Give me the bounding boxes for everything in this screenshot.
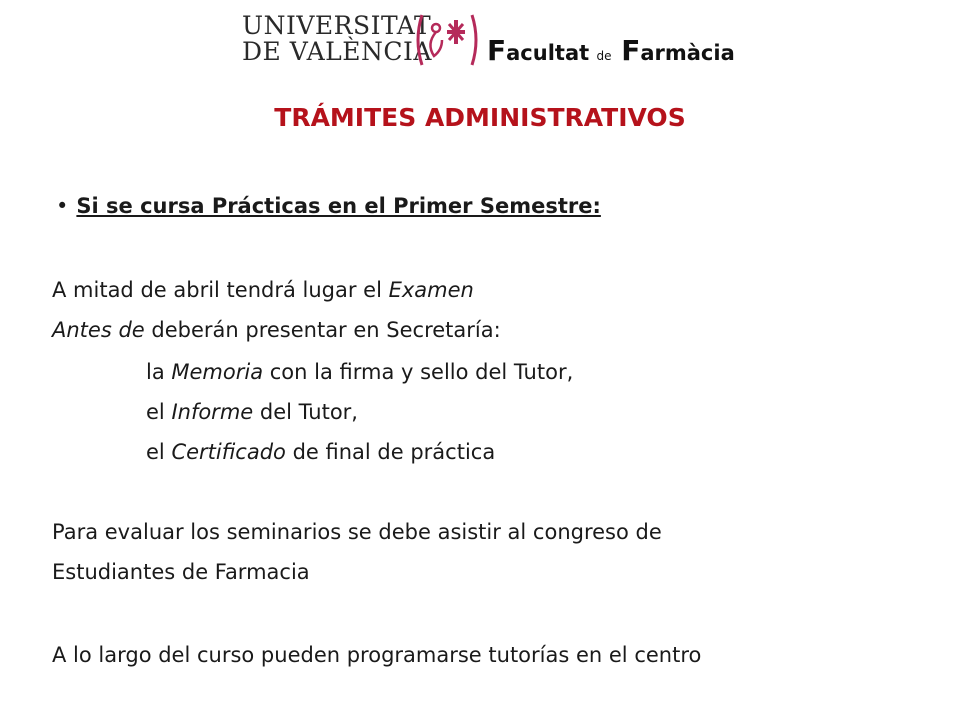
memoria-line-italic: Memoria [171,360,264,384]
header-logo [242,10,735,70]
memoria-line-post: con la firma y sello del Tutor, [263,360,574,384]
faculty-word-farmacia: armàcia [640,41,735,65]
antes-line-italic: Antes de [52,318,145,342]
informe-line-italic: Informe [171,400,254,424]
informe-line-post: del Tutor, [253,400,358,424]
faculty-word-facultat: acultat [506,41,597,65]
certificado-line [146,438,495,466]
memoria-line-pre: la [146,360,172,384]
tutorias-line: A lo largo del curso pueden programarse tutorías en el centro [52,643,702,667]
page-title: TRÁMITES ADMINISTRATIVOS [274,103,686,132]
antes-line-text: deberán presentar en Secretaría: [144,318,501,342]
memoria-line [146,358,573,386]
university-name-line2: DE VALÈNCIA [242,37,432,66]
antes-line [52,316,501,344]
seminarios-line-2: Estudiantes de Farmacia [52,560,310,584]
certificado-line-pre: el [146,440,172,464]
faculty-name [487,34,735,67]
informe-line [146,398,358,426]
bullet-heading [56,194,601,218]
faculty-word-de: de [596,49,612,63]
faculty-emblem-icon [412,10,482,70]
university-name-line1: UNIVERSITAT [242,11,432,40]
exam-line-text: A mitad de abril tendrá lugar el [52,278,389,302]
exam-line [52,276,474,304]
certificado-line-italic: Certificado [171,440,286,464]
informe-line-pre: el [146,400,172,424]
faculty-initial-f: F [487,34,507,67]
certificado-line-post: de final de práctica [285,440,496,464]
bullet-icon: • [56,194,69,218]
bullet-heading-text: Si se cursa Prácticas en el Primer Semestre: [76,194,601,218]
exam-line-italic: Examen [388,278,474,302]
seminarios-line-1: Para evaluar los seminarios se debe asistir al congreso de [52,520,662,544]
faculty-initial-f2: F [611,34,641,67]
